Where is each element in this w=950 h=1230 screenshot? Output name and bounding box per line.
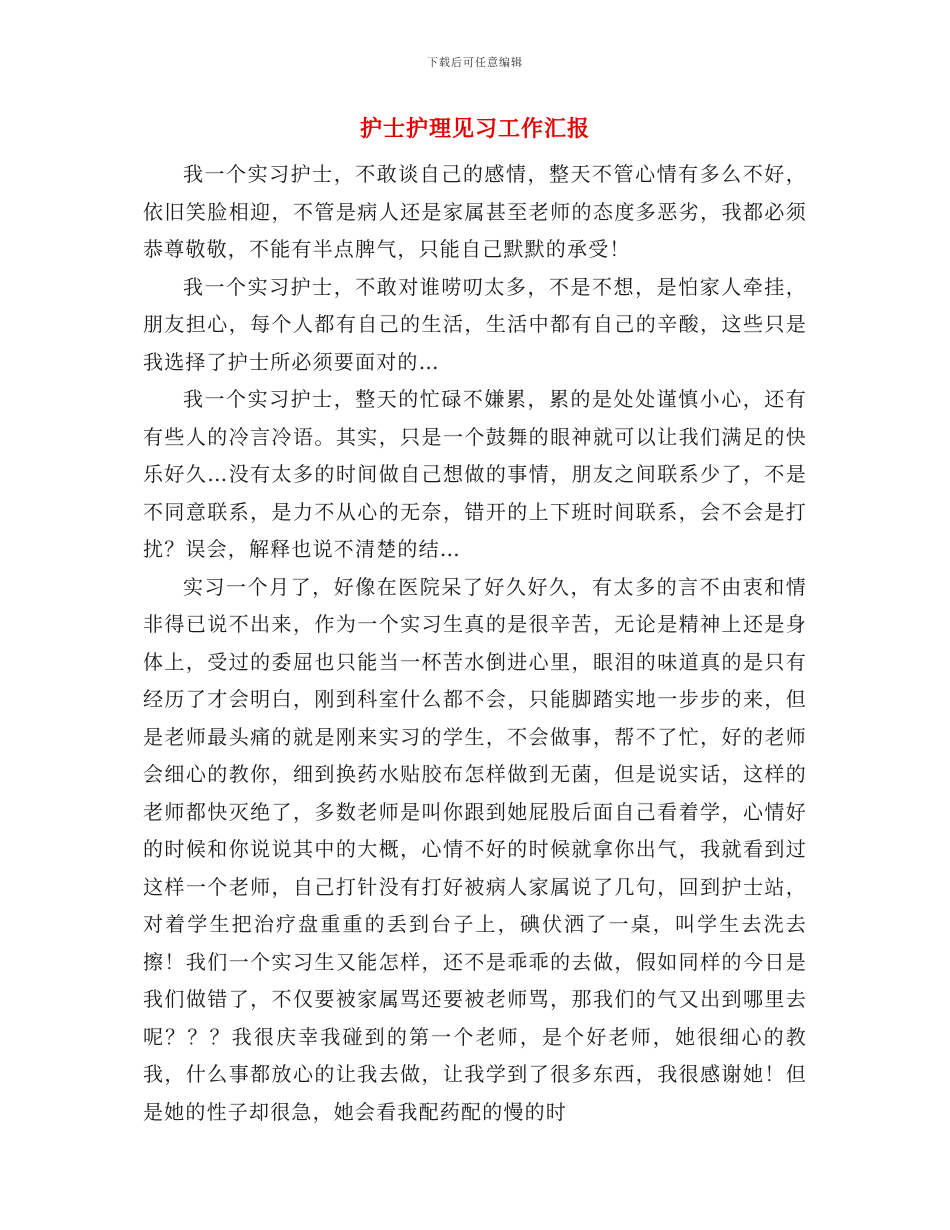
paragraph: 实习一个月了，好像在医院呆了好久好久，有太多的言不由衷和情非得已说不出来，作为一个实习生真的是很辛苦，无论是精神上还是身体上，受过的委屈也只能当一杯苦水倒进心里，眼泪的味道真的是只有经历了才会明白，刚到科室什么都不会，只能脚踏实地一步步的来，但是老师最头痛的就是刚来实习的学生，不会做事，帮不了忙，好的老师会细心的教你，细到换药水贴胶布怎样做到无菌，但是说实话，这样的老师都快灭绝了，多数老师是叫你跟到她屁股后面自己看着学，心情好的时候和你说说其中的大概，心情不好的时候就拿你出气，我就看到过这样一个老师，自己打针没有打好被病人家属说了几句，回到护士站，对着学生把治疗盘重重的丢到台子上，碘伏洒了一桌，叫学生去洗去擦！我们一个实习生又能怎样，还不是乖乖的去做，假如同样的今日是我们做错了，不仅要被家属骂还要被老师骂，那我们的气又出到哪里去呢？？？我很庆幸我碰到的第一个老师，是个好老师，她很细心的教我，什么事都放心的让我去做，让我学到了很多东西，我很感谢她！但是她的性子却很急，她会看我配药配的慢的时 xyxy=(143,574,807,1124)
paragraph: 我一个实习护士，不敢谈自己的感情，整天不管心情有多么不好，依旧笑脸相迎，不管是病人还是家属甚至老师的态度多恶劣，我都必须恭尊敬敬，不能有半点脾气，只能自己默默的承受！ xyxy=(143,162,807,261)
paragraph: 我一个实习护士，整天的忙碌不嫌累，累的是处处谨慎小心，还有有些人的冷言冷语。其实，只是一个鼓舞的眼神就可以让我们满足的快乐好久…没有太多的时间做自己想做的事情，朋友之间联系少了，不是不同意联系，是力不从心的无奈，错开的上下班时间联系，会不会是打扰？误会，解释也说不清楚的结… xyxy=(143,387,807,561)
document-title: 护士护理见习工作汇报 xyxy=(359,116,590,142)
header-note: 下载后可任意编辑 xyxy=(427,56,523,69)
paragraph: 我一个实习护士，不敢对谁唠叨太多，不是不想，是怕家人牵挂，朋友担心，每个人都有自己的生活，生活中都有自己的辛酸，这些只是我选择了护士所必须要面对的… xyxy=(143,274,807,374)
document-body xyxy=(143,156,807,1131)
